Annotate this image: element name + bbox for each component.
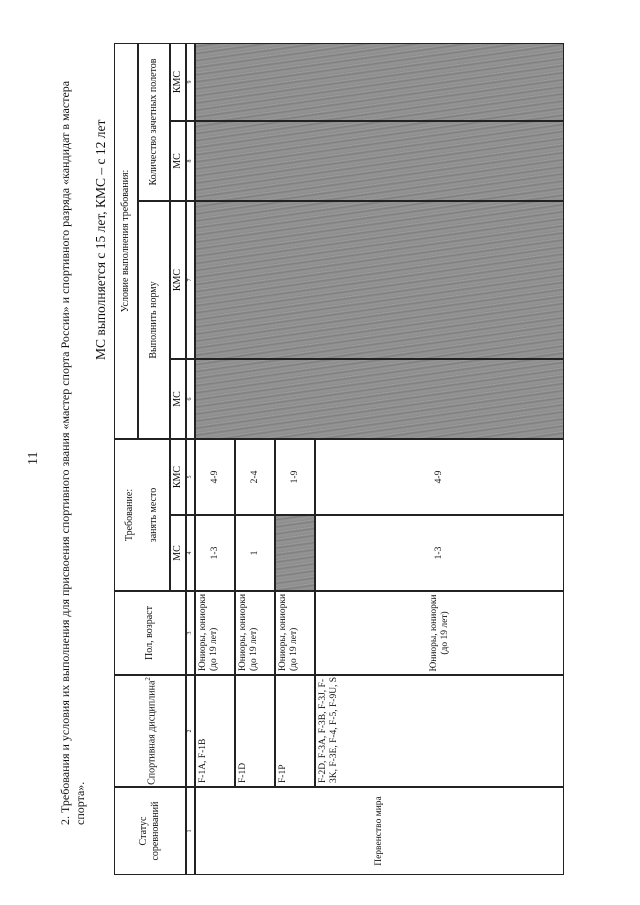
place-kms-cell: 4-9: [315, 439, 564, 515]
col-number: 9: [186, 43, 195, 121]
header-gender-age: Пол, возраст: [114, 591, 186, 675]
footnote-marker: 2: [143, 677, 152, 681]
header-discipline: [114, 675, 186, 787]
norm-ms-shaded: [195, 359, 564, 439]
header-place-label: занять место: [148, 487, 159, 543]
place-ms-cell: 1-3: [195, 515, 235, 591]
header-flights: Количество зачетных полетов: [138, 43, 170, 201]
age-note: МС выполняется с 15 лет, КМС – с 12 лет: [93, 119, 108, 360]
discipline-cell: F-2D, F-3A, F-3B, F-3J, F-3K, F-3E, F-4, F-5, F-9U, S: [315, 675, 564, 787]
requirements-table: [114, 43, 564, 875]
col-number: 1: [186, 787, 195, 875]
col-number: 7: [186, 201, 195, 359]
header-place-kms: КМС: [170, 439, 186, 515]
page-number: 11: [26, 451, 41, 465]
section-heading: 2. Требования и условия их выполнения для присвоения спортивного звания «мастер спорта России» и спортивного разряда «кандидат в мастера спорта».: [58, 80, 87, 825]
gender-age-cell: Юниоры, юниорки (до 19 лет): [275, 591, 315, 675]
place-ms-cell: 1: [235, 515, 275, 591]
header-discipline-label: Спортивная дисциплина: [146, 680, 158, 785]
place-kms-cell: 4-9: [195, 439, 235, 515]
header-norm-kms: КМС: [170, 201, 186, 359]
col-number: 8: [186, 121, 195, 201]
col-number: 5: [186, 439, 195, 515]
header-requirement-label: Требование:: [124, 488, 135, 542]
header-norm-ms: МС: [170, 359, 186, 439]
place-kms-cell: 2-4: [235, 439, 275, 515]
flights-kms-shaded: [195, 43, 564, 121]
gender-age-cell: Юниоры, юниорки (до 19 лет): [195, 591, 235, 675]
discipline-cell: F-1P: [275, 675, 315, 787]
flights-ms-shaded: [195, 121, 564, 201]
col-number: 2: [186, 675, 195, 787]
col-number: 6: [186, 359, 195, 439]
header-requirement: [114, 439, 170, 591]
norm-kms-shaded: [195, 201, 564, 359]
place-ms-cell: 1-3: [315, 515, 564, 591]
status-cell: Первенство мира: [195, 787, 564, 875]
header-place-ms: МС: [170, 515, 186, 591]
header-flights-ms: МС: [170, 121, 186, 201]
gender-age-cell: Юниоры, юниорки (до 19 лет): [315, 591, 564, 675]
header-norm: Выполнить норму: [138, 201, 170, 439]
place-kms-cell: 1-9: [275, 439, 315, 515]
gender-age-cell: Юниоры, юниорки (до 19 лет): [235, 591, 275, 675]
place-ms-cell-shaded: [275, 515, 315, 591]
header-conditions: Условие выполнения требования:: [114, 43, 138, 439]
col-number: 4: [186, 515, 195, 591]
col-number: 3: [186, 591, 195, 675]
discipline-cell: F-1D: [235, 675, 275, 787]
header-status: Статус соревнований: [114, 787, 186, 875]
header-flights-kms: КМС: [170, 43, 186, 121]
discipline-cell: F-1A, F-1B: [195, 675, 235, 787]
